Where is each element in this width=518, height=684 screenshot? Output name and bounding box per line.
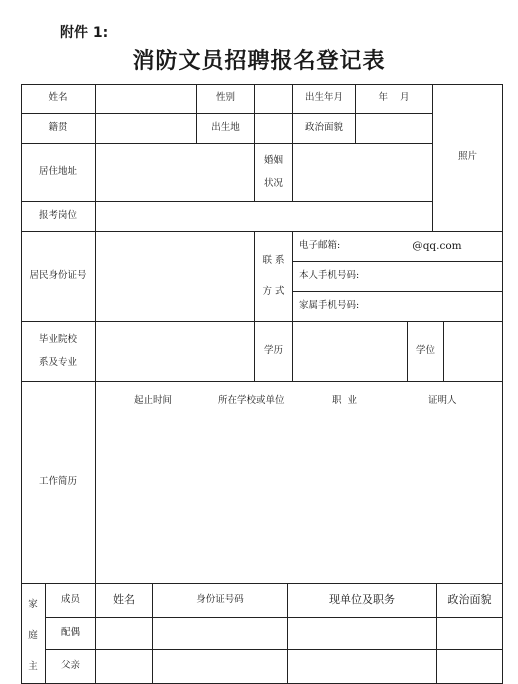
birthplace-field[interactable] — [255, 114, 293, 144]
political-status-field[interactable] — [356, 114, 433, 144]
family-name-cell[interactable] — [96, 618, 153, 650]
family-col-name: 姓名 — [96, 584, 153, 618]
work-col-witness: 证明人 — [428, 395, 457, 406]
family-side-char-2: 庭 — [28, 630, 38, 642]
family-unit-cell[interactable] — [288, 618, 437, 650]
work-history-field[interactable] — [96, 382, 503, 584]
family-side-label — [21, 584, 46, 684]
family-political-cell[interactable] — [437, 618, 503, 650]
marital-label-line-1: 婚姻 — [263, 155, 283, 167]
degree-label: 学位 — [408, 322, 444, 382]
attachment-label: 附件 1: — [60, 25, 109, 41]
native-place-label: 籍贯 — [21, 114, 96, 144]
degree-field[interactable] — [444, 322, 503, 382]
contact-label — [255, 232, 293, 322]
family-col-political: 政治面貌 — [437, 584, 503, 618]
family-name-cell[interactable] — [96, 650, 153, 684]
education-label: 学历 — [255, 322, 293, 382]
political-status-label: 政治面貌 — [293, 114, 356, 144]
work-col-period: 起止时间 — [134, 395, 173, 406]
contact-label-line-1: 联 系 — [262, 255, 285, 267]
photo-box[interactable] — [433, 84, 503, 232]
position-label: 报考岗位 — [21, 202, 96, 232]
work-col-unit: 所在学校或单位 — [218, 395, 285, 406]
family-side-char-3: 主 — [28, 661, 38, 673]
name-field[interactable] — [96, 84, 197, 114]
email-suffix: @qq.com — [412, 239, 462, 252]
marital-label-line-2: 状况 — [263, 177, 283, 189]
email-label: 电子邮箱: — [299, 240, 341, 252]
address-label: 居住地址 — [21, 144, 96, 202]
gender-label: 性别 — [197, 84, 255, 114]
contact-label-line-2: 方 式 — [262, 285, 285, 297]
position-field[interactable] — [96, 202, 433, 232]
email-field[interactable] — [293, 232, 503, 262]
form-title: 消防文员招聘报名登记表 — [132, 48, 386, 74]
family-phone-label: 家属手机号码: — [299, 300, 360, 312]
work-history-headers — [96, 392, 503, 412]
family-political-cell[interactable] — [437, 650, 503, 684]
own-phone-field[interactable] — [293, 262, 503, 292]
family-col-member: 成员 — [46, 584, 96, 618]
family-phone-field[interactable] — [293, 292, 503, 322]
education-field[interactable] — [293, 322, 408, 382]
school-label-line-1: 毕业院校 — [38, 333, 77, 345]
family-id-cell[interactable] — [153, 618, 288, 650]
school-major-label — [21, 322, 96, 382]
family-col-unit: 现单位及职务 — [288, 584, 437, 618]
marital-status-label — [255, 144, 293, 202]
birthplace-label: 出生地 — [197, 114, 255, 144]
photo-label: 照片 — [457, 151, 477, 163]
family-col-id: 身份证号码 — [153, 584, 288, 618]
native-place-field[interactable] — [96, 114, 197, 144]
school-major-field[interactable] — [96, 322, 255, 382]
registration-form — [21, 84, 503, 684]
own-phone-label: 本人手机号码: — [299, 270, 360, 282]
id-number-label: 居民身份证号 — [21, 232, 96, 322]
work-col-job: 职 业 — [332, 395, 358, 406]
family-relation-father: 父亲 — [46, 650, 96, 684]
work-history-label: 工作简历 — [21, 382, 96, 584]
id-number-field[interactable] — [96, 232, 255, 322]
birth-date-field[interactable]: 年 月 — [356, 84, 433, 114]
address-field[interactable] — [96, 144, 255, 202]
family-unit-cell[interactable] — [288, 650, 437, 684]
name-label: 姓名 — [21, 84, 96, 114]
marital-status-field[interactable] — [293, 144, 433, 202]
school-label-line-2: 系及专业 — [38, 357, 77, 369]
family-side-char-1: 家 — [28, 599, 38, 611]
birth-date-label: 出生年月 — [293, 84, 356, 114]
gender-field[interactable] — [255, 84, 293, 114]
family-id-cell[interactable] — [153, 650, 288, 684]
family-relation-spouse: 配偶 — [46, 618, 96, 650]
